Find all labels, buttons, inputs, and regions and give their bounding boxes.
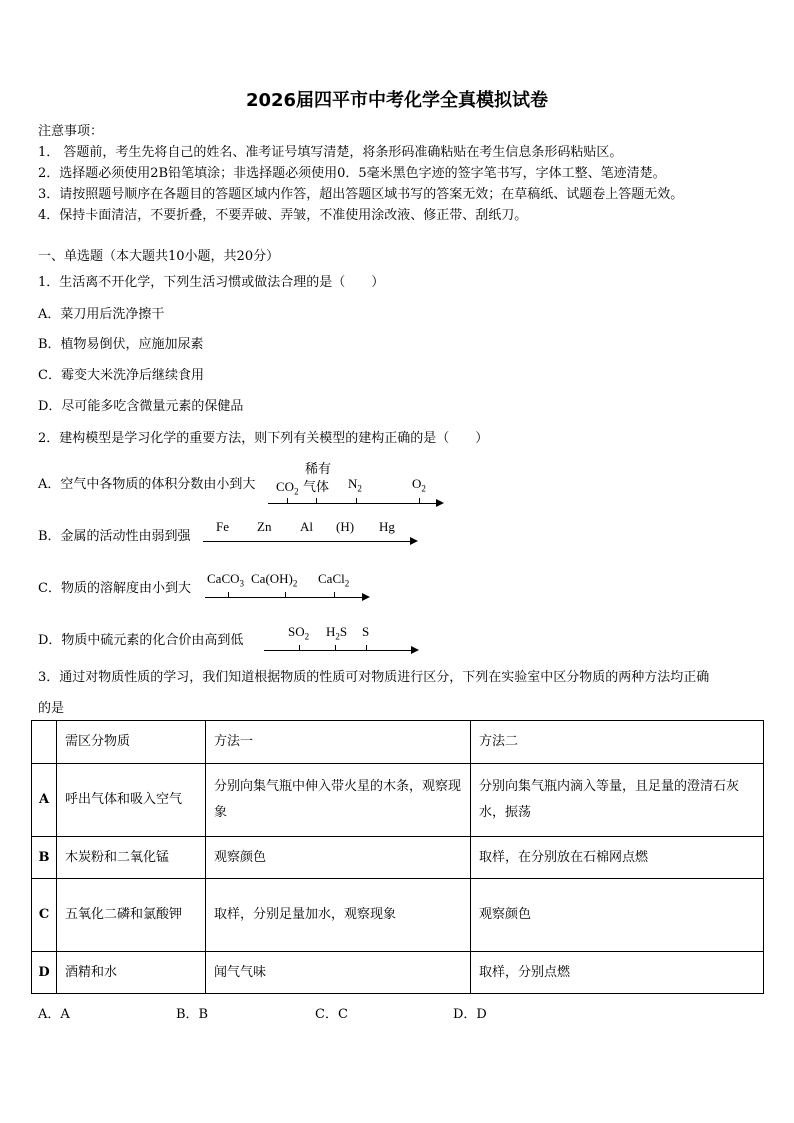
q2-c-axis xyxy=(205,597,362,598)
q2-b-arrow xyxy=(410,537,418,545)
q1-option-a: A．菜刀用后洗净擦干 xyxy=(38,307,165,322)
table-header-cell: 方法二 xyxy=(471,721,764,764)
label-rare-gas-2: 气体 xyxy=(303,480,330,495)
notice-item-2: 2．选择题必须使用2B铅笔填涂；非选择题必须使用0．5毫米黑色字迹的签字笔书写，字体工整、笔迹清楚。 xyxy=(38,166,666,181)
q3-option-c: C．C xyxy=(315,1007,348,1022)
table-header-cell: 方法一 xyxy=(206,721,471,764)
q3-table xyxy=(31,720,764,994)
row-item: 木炭粉和二氧化锰 xyxy=(57,837,206,879)
table-row xyxy=(32,764,764,837)
row-method-2: 取样，分别点燃 xyxy=(471,952,764,994)
label-cacl2: CaCl$_2$ xyxy=(318,571,350,589)
row-key: A xyxy=(32,764,57,837)
tick xyxy=(335,645,336,650)
q2-d-axis xyxy=(264,650,411,651)
notice-item-3: 3．请按照题号顺序在各题目的答题区域内作答，超出答题区域书写的答案无效；在草稿纸、试题卷上答题无效。 xyxy=(38,187,684,202)
label-caco3: CaCO$_3$ xyxy=(207,571,244,589)
row-key: D xyxy=(32,952,57,994)
row-method-1: 观察颜色 xyxy=(206,837,471,879)
notice-heading: 注意事项： xyxy=(38,124,104,139)
q2-option-a: A．空气中各物质的体积分数由小到大 xyxy=(38,477,256,492)
label-h: (H) xyxy=(336,519,355,534)
table-header-cell: 需区分物质 xyxy=(57,721,206,764)
q2-option-c: C．物质的溶解度由小到大 xyxy=(38,581,191,596)
table-header-row xyxy=(32,721,764,764)
tick xyxy=(299,645,300,650)
q2-a-axis xyxy=(268,503,436,504)
label-caoh2: $Ca(OH)_2$ xyxy=(251,571,298,589)
notice-item-4: 4．保持卡面清洁，不要折叠，不要弄破、弄皱，不准使用涂改液、修正带、刮纸刀。 xyxy=(38,208,528,223)
table-row xyxy=(32,879,764,952)
label-hg: Hg xyxy=(379,519,395,534)
q3-option-a: A．A xyxy=(38,1007,70,1022)
q2-c-arrow xyxy=(362,593,370,601)
label-o2: $O_2$ xyxy=(412,476,426,494)
q2-d-arrow xyxy=(411,646,419,654)
label-s: S xyxy=(362,624,370,639)
q3-option-b: B．B xyxy=(176,1007,209,1022)
row-method-1: 闻气气味 xyxy=(206,952,471,994)
q2-a-arrow xyxy=(436,499,444,507)
row-item: 呼出气体和吸入空气 xyxy=(57,764,206,837)
q2-option-d: D．物质中硫元素的化合价由高到低 xyxy=(38,633,244,648)
q1-stem: 1．生活离不开化学，下列生活习惯或做法合理的是（ ） xyxy=(38,275,385,290)
q3-stem-line-1: 3．通过对物质性质的学习，我们知道根据物质的性质可对物质进行区分，下列在实验室中区分物质的两种方法均正确 xyxy=(38,670,710,685)
label-rare-gas-1: 稀有 xyxy=(305,462,332,477)
q2-b-axis xyxy=(203,541,410,542)
tick xyxy=(285,592,286,597)
label-n2: $N_2$ xyxy=(348,476,362,494)
q3-option-d: D．D xyxy=(453,1007,487,1022)
tick xyxy=(316,498,317,503)
row-item: 五氧化二磷和氯酸钾 xyxy=(57,879,206,952)
tick xyxy=(356,498,357,503)
row-key: B xyxy=(32,837,57,879)
tick xyxy=(287,498,288,503)
section-heading: 一、单选题（本大题共10小题，共20分） xyxy=(38,249,280,264)
row-method-1: 分别向集气瓶中伸入带火星的木条，观察现象 xyxy=(206,764,471,837)
table-header-blank xyxy=(32,721,57,764)
label-co2: $CO_2$ xyxy=(276,479,299,497)
tick xyxy=(228,592,229,597)
tick xyxy=(419,498,420,503)
q1-option-b: B．植物易倒伏，应施加尿素 xyxy=(38,337,204,352)
table-row xyxy=(32,952,764,994)
table-row xyxy=(32,837,764,879)
label-h2s: $H_2S$ xyxy=(326,624,348,642)
row-method-1: 取样，分别足量加水，观察现象 xyxy=(206,879,471,952)
q2-stem: 2．建构模型是学习化学的重要方法，则下列有关模型的建构正确的是（ ） xyxy=(38,431,489,446)
notice-item-1: 1． 答题前，考生先将自己的姓名、准考证号填写清楚，将条形码准确粘贴在考生信息条形码粘贴区。 xyxy=(38,145,623,160)
label-so2: $SO_2$ xyxy=(288,624,310,642)
row-key: C xyxy=(32,879,57,952)
row-method-2: 分别向集气瓶内滴入等量，且足量的澄清石灰水，振荡 xyxy=(471,764,764,837)
label-al: Al xyxy=(300,519,313,534)
label-fe: Fe xyxy=(216,519,229,534)
q2-option-b: B．金属的活动性由弱到强 xyxy=(38,529,191,544)
tick xyxy=(334,592,335,597)
row-item: 酒精和水 xyxy=(57,952,206,994)
tick xyxy=(366,645,367,650)
row-method-2: 观察颜色 xyxy=(471,879,764,952)
q1-option-d: D．尽可能多吃含微量元素的保健品 xyxy=(38,399,244,414)
q3-stem-line-2: 的是 xyxy=(38,701,65,716)
q1-option-c: C．霉变大米洗净后继续食用 xyxy=(38,368,204,383)
row-method-2: 取样，在分别放在石棉网点燃 xyxy=(471,837,764,879)
label-zn: Zn xyxy=(257,519,272,534)
page-title: 2026届四平市中考化学全真模拟试卷 xyxy=(245,90,549,111)
